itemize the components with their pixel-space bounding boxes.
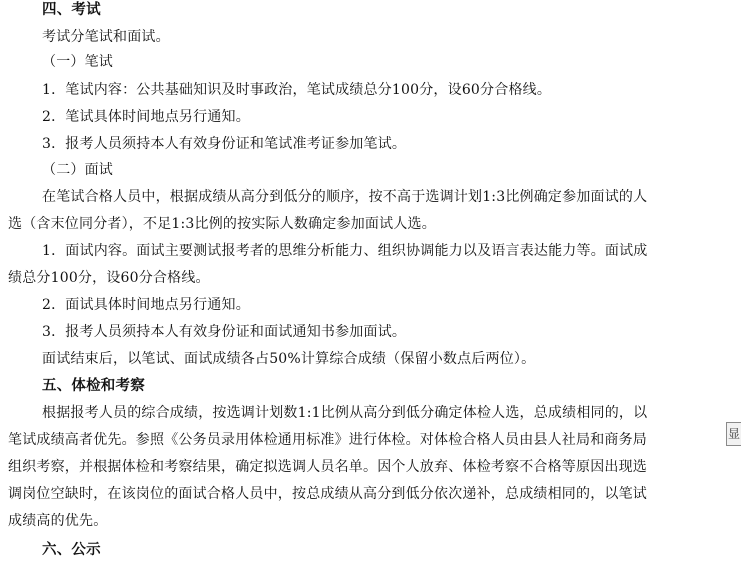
physical-exam-line-1: 根据报考人员的综合成绩，按选调计划数1:1比例从高分到低分确定体检人选，总成绩相同的，以 (42, 405, 648, 421)
interview-para-line-2: 选（含末位同分者），不足1:3比例的按实际人数确定参加面试人选。 (8, 216, 436, 232)
exam-intro: 考试分笔试和面试。 (42, 29, 170, 45)
written-item-1: 1．笔试内容：公共基础知识及时事政治，笔试成绩总分100分，设60分合格线。 (42, 82, 552, 98)
section-heading-exam: 四、考试 (42, 2, 101, 18)
interview-item-3: 3．报考人员须持本人有效身份证和面试通知书参加面试。 (42, 324, 407, 340)
physical-exam-line-4: 调岗位空缺时，在该岗位的面试合格人员中，按总成绩从高分到低分依次递补，总成绩相同的，以笔试 (8, 486, 647, 502)
interview-para-line-1: 在笔试合格人员中，根据成绩从高分到低分的顺序，按不高于选调计划1:3比例确定参加面试的人 (42, 189, 648, 205)
subheading-written-exam: （一）笔试 (42, 54, 113, 70)
physical-exam-line-2: 笔试成绩高者优先。参照《公务员录用体检通用标准》进行体检。对体检合格人员由县人社局和商务局 (8, 432, 647, 448)
subheading-interview: （二）面试 (42, 162, 113, 178)
written-item-2: 2．笔试具体时间地点另行通知。 (42, 109, 250, 125)
section-heading-physical-exam: 五、体检和考察 (42, 378, 145, 394)
interview-closing: 面试结束后，以笔试、面试成绩各占50%计算综合成绩（保留小数点后两位）。 (42, 351, 536, 367)
interview-item-1-line-1: 1．面试内容。面试主要测试报考者的思维分析能力、组织协调能力以及语言表达能力等。面试成 (42, 243, 648, 259)
physical-exam-line-3: 组织考察，并根据体检和考察结果，确定拟选调人员名单。因个人放弃、体检考察不合格等原因出现选 (8, 459, 647, 475)
edge-tab-button[interactable]: 显 (726, 422, 741, 446)
written-item-3: 3．报考人员须持本人有效身份证和笔试准考证参加笔试。 (42, 136, 407, 152)
physical-exam-line-5: 成绩高的优先。 (8, 513, 108, 529)
section-heading-publicity: 六、公示 (42, 542, 101, 558)
interview-item-2: 2．面试具体时间地点另行通知。 (42, 297, 250, 313)
interview-item-1-line-2: 绩总分100分，设60分合格线。 (8, 270, 210, 286)
